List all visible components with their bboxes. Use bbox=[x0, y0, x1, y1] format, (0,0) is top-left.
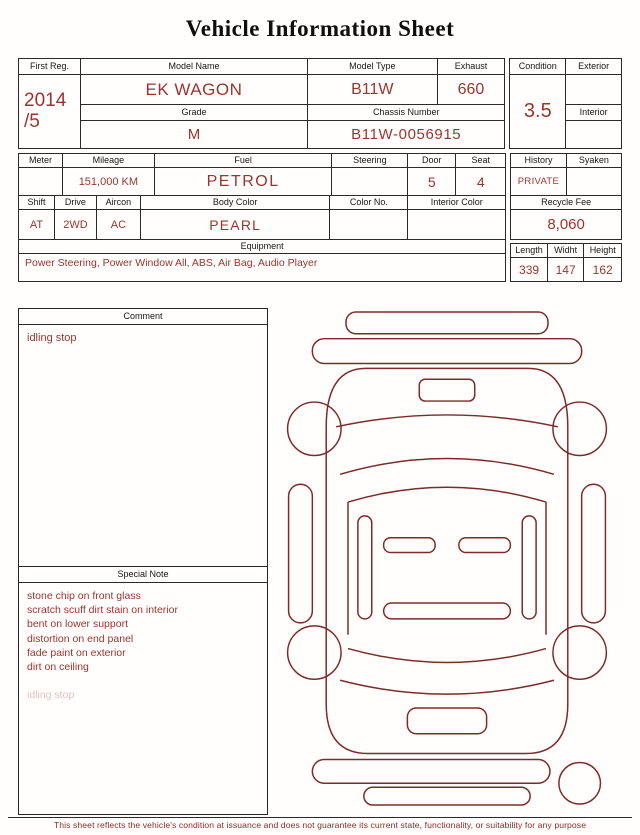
door-value: 5 bbox=[408, 168, 456, 196]
aircon-label: Aircon bbox=[96, 196, 140, 210]
special-note-line: scratch scuff dirt stain on interior bbox=[27, 604, 178, 617]
special-note-ghost-text: idling stop bbox=[27, 689, 75, 702]
comment-header: Comment bbox=[19, 309, 267, 325]
first-reg-value bbox=[19, 75, 81, 149]
condition-value: 3.5 bbox=[510, 75, 566, 149]
length-label: Length bbox=[511, 244, 548, 258]
fuel-label: Fuel bbox=[154, 154, 332, 168]
history-table bbox=[510, 153, 622, 196]
windshield-lower-arc bbox=[348, 487, 546, 502]
front-bumper bbox=[312, 339, 581, 364]
aircon-value: AC bbox=[96, 210, 140, 240]
shift-value: AT bbox=[19, 210, 55, 240]
recycle-fee-label: Recycle Fee bbox=[511, 196, 622, 210]
car-body-outline bbox=[326, 368, 568, 753]
steering-label: Steering bbox=[332, 154, 408, 168]
grade-label: Grade bbox=[80, 105, 307, 121]
body-color-value: PEARL bbox=[140, 210, 330, 240]
details-right bbox=[510, 153, 622, 282]
interior-value bbox=[566, 121, 622, 149]
steering-value bbox=[332, 168, 408, 196]
condition-table bbox=[509, 58, 622, 149]
comment-line: idling stop bbox=[27, 332, 77, 344]
first-reg-label: First Reg. bbox=[19, 59, 81, 75]
rear-window-lower-arc bbox=[340, 680, 554, 694]
right-door-trim bbox=[522, 516, 536, 619]
left-side-panel bbox=[289, 484, 313, 623]
grade-value: M bbox=[80, 121, 307, 149]
special-note-header: Special Note bbox=[19, 567, 267, 583]
equipment-label: Equipment bbox=[19, 240, 506, 254]
meter-label: Meter bbox=[19, 154, 63, 168]
windshield-upper-arc bbox=[340, 458, 554, 474]
color-no-value bbox=[330, 210, 408, 240]
history-label: History bbox=[511, 154, 567, 168]
model-type-label: Model Type bbox=[308, 59, 438, 75]
chassis-value: B11W-0056915 bbox=[308, 121, 505, 149]
interior-color-value bbox=[408, 210, 506, 240]
car-top-view-diagram bbox=[278, 308, 618, 808]
hood-line bbox=[336, 415, 558, 427]
equipment-value: Power Steering, Power Window All, ABS, Air Bag, Audio Player bbox=[19, 254, 506, 282]
color-no-label: Color No. bbox=[330, 196, 408, 210]
recycle-fee-table bbox=[510, 195, 622, 240]
height-value: 162 bbox=[584, 258, 622, 282]
meter-table bbox=[18, 153, 506, 196]
special-note-content bbox=[19, 583, 267, 708]
comment-content bbox=[19, 325, 267, 351]
condition-label: Condition bbox=[510, 59, 566, 75]
seat-value: 4 bbox=[456, 168, 506, 196]
left-door-trim bbox=[358, 516, 372, 619]
details-band bbox=[18, 153, 622, 282]
rear-lower-bar bbox=[364, 787, 530, 805]
page-title: Vehicle Information Sheet bbox=[185, 16, 455, 41]
special-note-line: bent on lower support bbox=[27, 618, 128, 631]
width-value: 147 bbox=[547, 258, 584, 282]
mileage-value: 151,000 KM bbox=[62, 168, 154, 196]
special-note-box bbox=[18, 566, 268, 815]
details-left bbox=[18, 153, 506, 282]
recycle-fee-value: 8,060 bbox=[511, 210, 622, 240]
front-right-seat bbox=[459, 538, 510, 553]
rear-bumper bbox=[312, 759, 550, 783]
identity-table bbox=[18, 58, 505, 149]
interior-label: Interior bbox=[566, 105, 622, 121]
history-value: PRIVATE bbox=[511, 168, 567, 196]
equipment-table bbox=[18, 239, 506, 282]
seat-label: Seat bbox=[456, 154, 506, 168]
exterior-value bbox=[566, 75, 622, 105]
special-note-line: fade paint on exterior bbox=[27, 646, 126, 659]
length-value: 339 bbox=[511, 258, 548, 282]
first-reg-year: 2014 bbox=[24, 89, 67, 111]
width-label: Widht bbox=[547, 244, 584, 258]
meter-value bbox=[19, 168, 63, 196]
height-label: Height bbox=[584, 244, 622, 258]
exhaust-value: 660 bbox=[437, 75, 505, 105]
drive-label: Drive bbox=[54, 196, 96, 210]
body-color-label: Body Color bbox=[140, 196, 330, 210]
shift-label: Shift bbox=[19, 196, 55, 210]
mileage-label: Mileage bbox=[62, 154, 154, 168]
model-type-value: B11W bbox=[308, 75, 438, 105]
dimensions-table bbox=[510, 243, 622, 282]
chassis-label: Chassis Number bbox=[308, 105, 505, 121]
special-note-line: dirt on ceiling bbox=[27, 660, 89, 673]
drive-value: 2WD bbox=[54, 210, 96, 240]
model-name-label: Model Name bbox=[80, 59, 307, 75]
fuel-value: PETROL bbox=[154, 168, 332, 196]
disclaimer-text: This sheet reflects the vehicle's condition at issuance and does not guarantee its current state, functionality, or suitability for any purpose bbox=[8, 817, 632, 830]
model-name-value: EK WAGON bbox=[80, 75, 307, 105]
first-reg-month: /5 bbox=[24, 110, 40, 132]
car-diagram-svg bbox=[278, 308, 616, 808]
interior-color-label: Interior Color bbox=[408, 196, 506, 210]
trunk-detail bbox=[407, 708, 486, 734]
rear-left-wheel bbox=[288, 626, 341, 679]
rear-right-wheel bbox=[553, 626, 606, 679]
front-left-wheel bbox=[288, 402, 341, 455]
rear-window-upper-arc bbox=[348, 649, 546, 663]
exhaust-label: Exhaust bbox=[437, 59, 505, 75]
special-note-line: stone chip on front glass bbox=[27, 590, 141, 602]
identity-band bbox=[18, 58, 622, 149]
special-note-line: distortion on end panel bbox=[27, 632, 134, 645]
front-right-wheel bbox=[553, 402, 606, 455]
comment-box bbox=[18, 308, 268, 568]
drivetrain-table bbox=[18, 195, 506, 240]
front-upper-bar bbox=[346, 312, 548, 334]
syaken-value bbox=[566, 168, 621, 196]
syaken-label: Syaken bbox=[566, 154, 621, 168]
exterior-label: Exterior bbox=[566, 59, 622, 75]
spare-tire bbox=[559, 762, 601, 804]
right-side-panel bbox=[582, 484, 606, 623]
hood-detail bbox=[419, 379, 474, 401]
front-left-seat bbox=[384, 538, 435, 553]
door-label: Door bbox=[408, 154, 456, 168]
rear-bench-seat bbox=[384, 603, 511, 619]
